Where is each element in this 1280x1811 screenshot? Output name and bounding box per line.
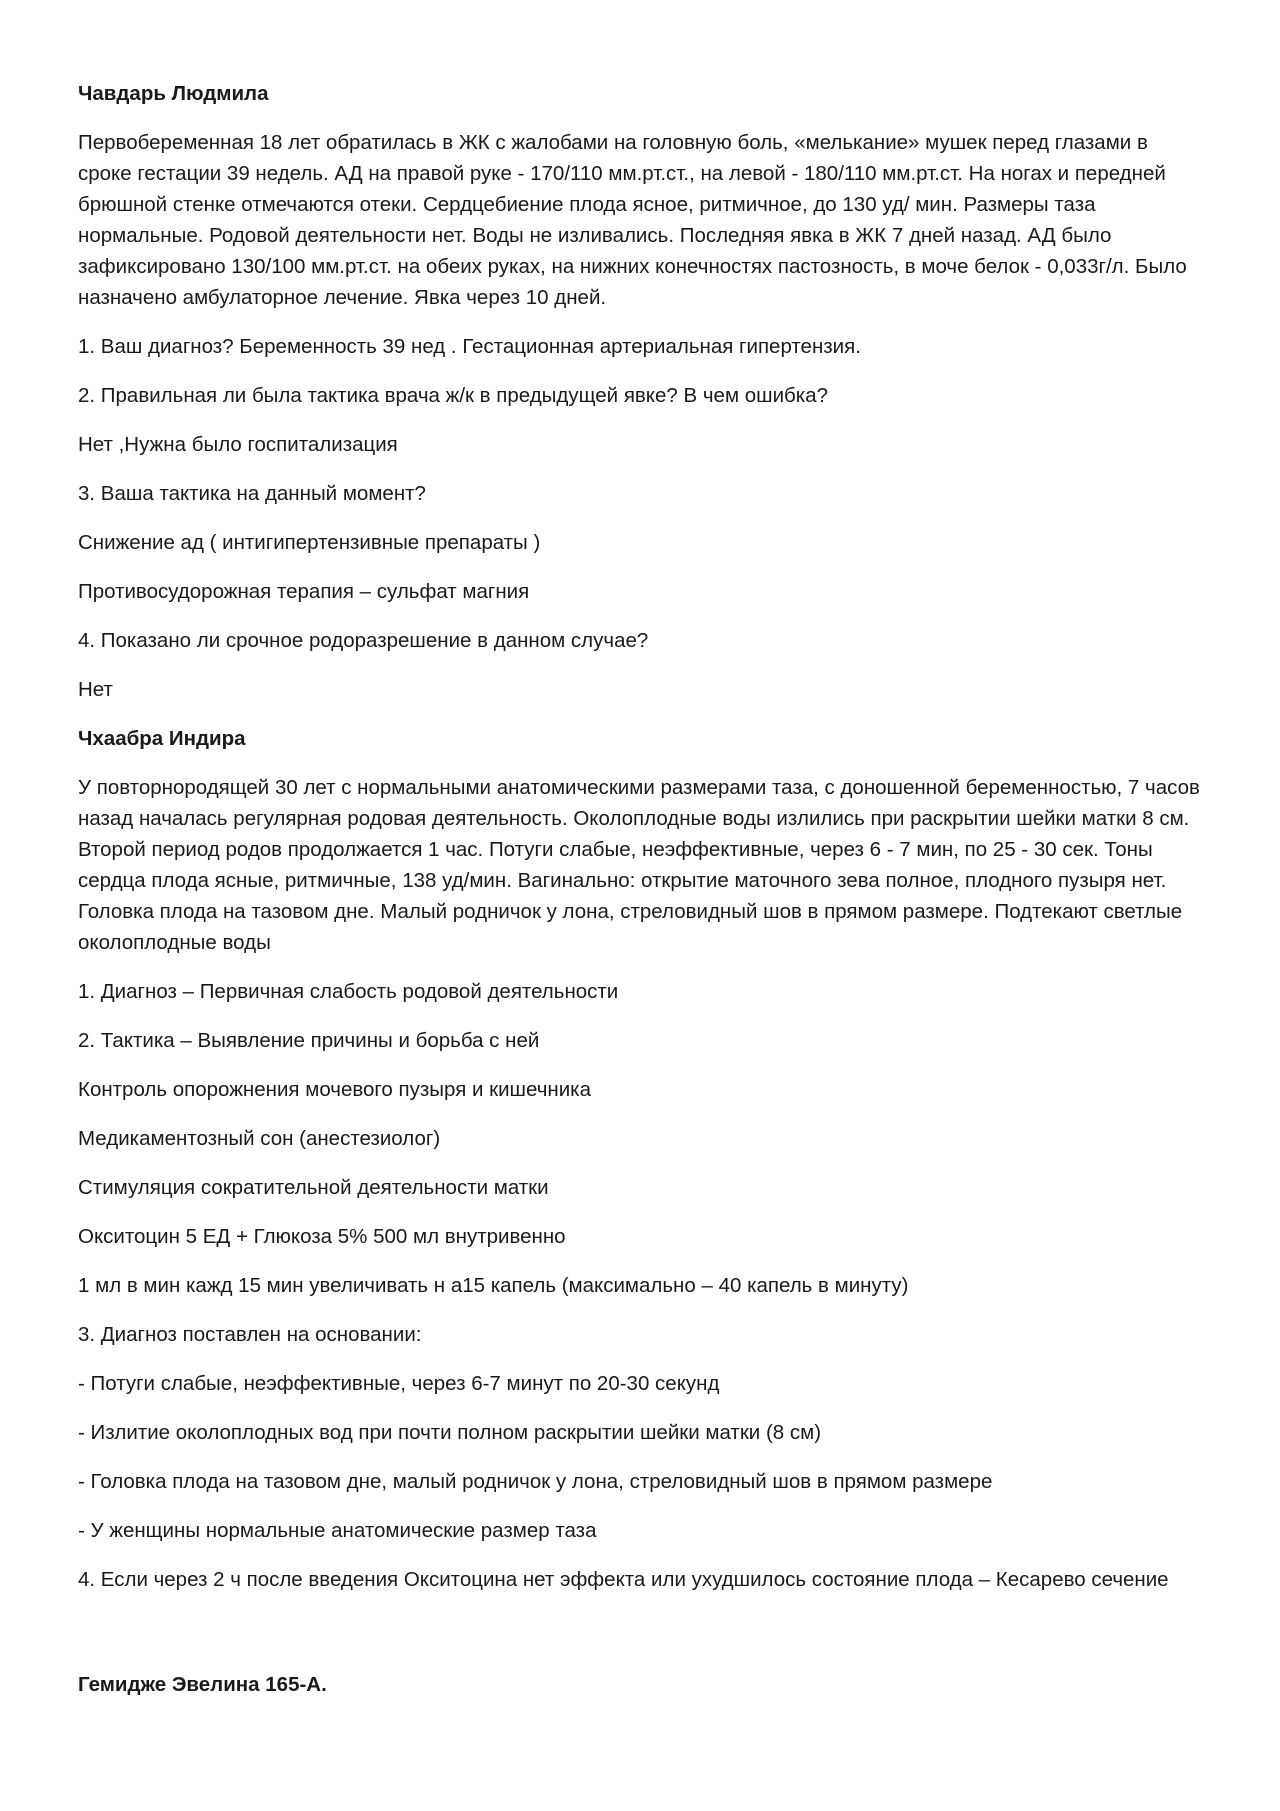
case2-line-6: Окситоцин 5 ЕД + Глюкоза 5% 500 мл внутривенно [78,1225,566,1248]
case1-line-8: Нет [78,678,113,701]
case2-line-11: - Головка плода на тазовом дне, малый родничок у лона, стреловидный шов в прямом размере [78,1470,993,1493]
case2-line-3: Контроль опорожнения мочевого пузыря и кишечника [78,1078,591,1101]
case2-line-9: - Потуги слабые, неэффективные, через 6-7 минут по 20-30 секунд [78,1372,720,1395]
case1-line-7: 4. Показано ли срочное родоразрешение в данном случае? [78,629,649,652]
case1-line-5: Снижение ад ( интигипертензивные препараты ) [78,531,541,554]
case2-line-4: Медикаментозный сон (анестезиолог) [78,1127,441,1150]
case2-line-1: 1. Диагноз – Первичная слабость родовой деятельности [78,980,619,1003]
section-gap [78,1613,1203,1669]
case2-line-10: - Излитие околоплодных вод при почти полном раскрытии шейки матки (8 см) [78,1421,822,1444]
case1-line-3: Нет ,Нужна было госпитализация [78,433,398,456]
case1-author: Чавдарь Людмила [78,82,269,105]
case1-line-4: 3. Ваша тактика на данный момент? [78,482,426,505]
case2-line-8: 3. Диагноз поставлен на основании: [78,1323,422,1346]
case2-line-7: 1 мл в мин кажд 15 мин увеличивать н а15 капель (максимально – 40 капель в минуту) [78,1274,909,1297]
case2-line-13: 4. Если через 2 ч после введения Окситоцина нет эффекта или ухудшилось состояние плода – Кесарево сечение [78,1568,1169,1591]
document-page [78,78,1203,1718]
case1-problem: Первобеременная 18 лет обратилась в ЖК с жалобами на головную боль, «мелькание» мушек перед глазами в сроке гестации 39 недель. АД на правой руке - 170/110 мм.рт.ст., на левой - 180/110 мм.рт.ст. На ногах и передней брюшной стенке отмечаются отеки. Сердцебиение плода ясное, ритмичное, до 130 уд/ мин. Размеры таза нормальные. Родовой деятельности нет. Воды не изливались. Последняя явка в ЖК 7 дней назад. АД было зафиксировано 130/100 мм.рт.ст. на обеих руках, на нижних конечностях пастозность, в моче белок - 0,033г/л. Было назначено амбулаторное лечение. Явка через 10 дней. [78,131,1187,309]
case2-author: Чхаабра Индира [78,727,246,750]
case1-line-2: 2. Правильная ли была тактика врача ж/к в предыдущей явке? В чем ошибка? [78,384,829,407]
case2-line-5: Стимуляция сократительной деятельности матки [78,1176,549,1199]
case2-line-2: 2. Тактика – Выявление причины и борьба с ней [78,1029,540,1052]
case1-line-6: Противосудорожная терапия – сульфат магния [78,580,530,603]
case2-problem: У повторнородящей 30 лет с нормальными анатомическими размерами таза, с доношенной беременностью, 7 часов назад началась регулярная родовая деятельность. Околоплодные воды излились при раскрытии шейки матки 8 см. Второй период родов продолжается 1 час. Потуги слабые, неэффективные, через 6 - 7 мин, по 25 - 30 сек. Тоны сердца плода ясные, ритмичные, 138 уд/мин. Вагинально: открытие маточного зева полное, плодного пузыря нет. Головка плода на тазовом дне. Малый родничок у лона, стреловидный шов в прямом размере. Подтекают светлые околоплодные воды [78,776,1200,954]
case3-author: Гемидже Эвелина 165-А. [78,1673,327,1696]
case1-line-1: 1. Ваш диагноз? Беременность 39 нед . Гестационная артериальная гипертензия. [78,335,861,358]
case2-line-12: - У женщины нормальные анатомические размер таза [78,1519,597,1542]
